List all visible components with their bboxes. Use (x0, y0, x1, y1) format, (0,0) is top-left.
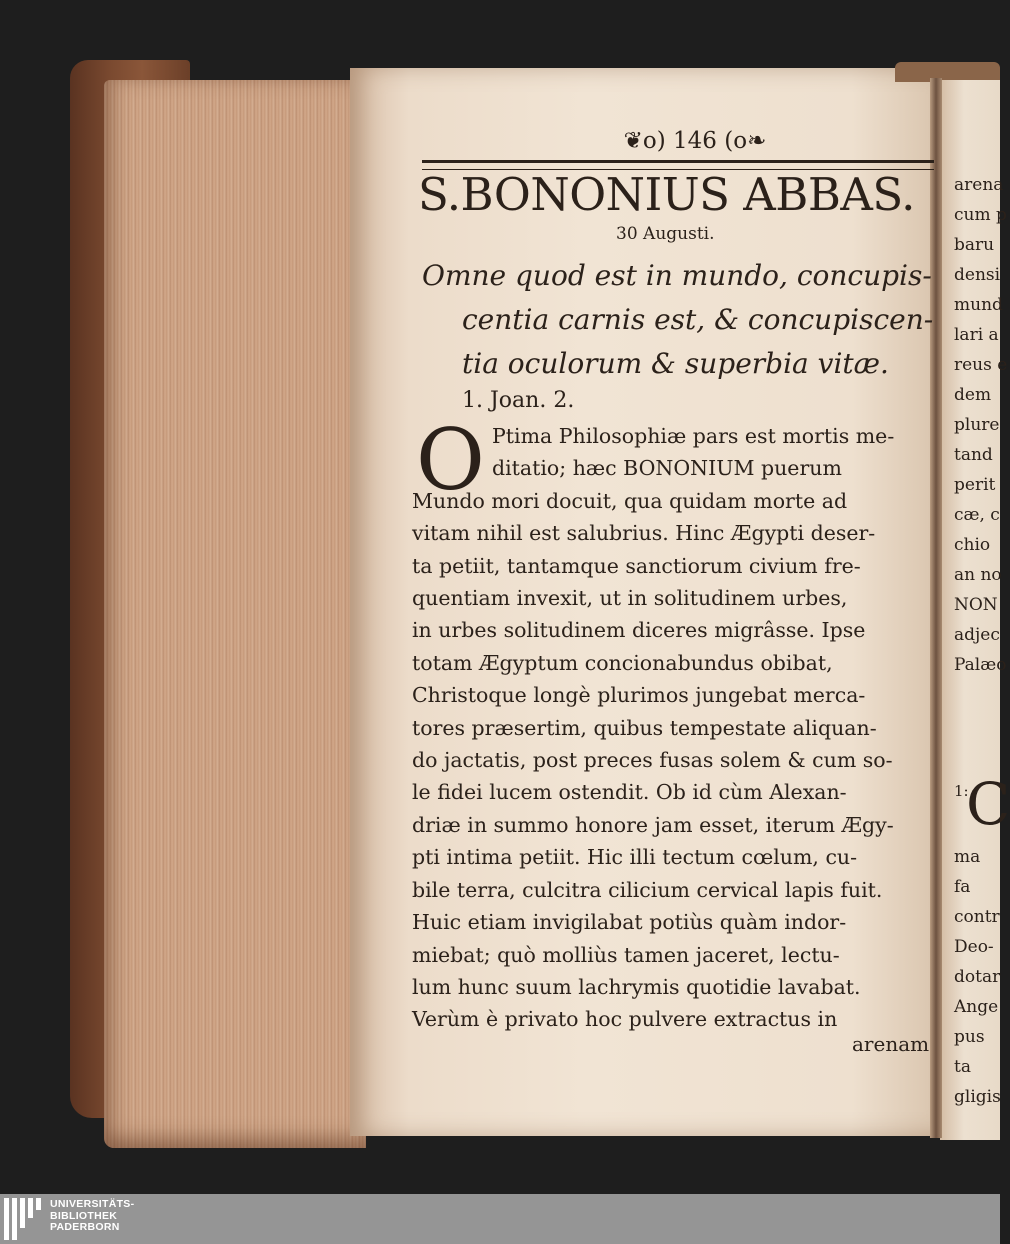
facing-line: Palæo (954, 655, 1007, 675)
body-line: tores præsertim, quibus tempestate aliquan- (412, 715, 877, 740)
footer-bar (0, 1194, 1000, 1244)
facing-line: contr (954, 907, 1000, 927)
facing-line: ma fa (954, 847, 981, 897)
body-line: miebat; quò molliùs tamen jaceret, lectu- (412, 942, 840, 967)
body-text (412, 411, 930, 1036)
logo-line: UNIVERSITÄTS- (50, 1198, 135, 1210)
facing-line: densi (954, 265, 1001, 285)
body-line: quentiam invexit, ut in solitudinem urbes, (412, 586, 848, 611)
library-logo-icon (4, 1198, 42, 1240)
facing-line: arena (954, 175, 1004, 195)
logo-line: PADERBORN (50, 1221, 120, 1233)
library-logo-text (50, 1199, 134, 1234)
facing-line: gligis (954, 1087, 1001, 1107)
facing-line: tand (954, 445, 993, 465)
body-line: Ptima Philosophiæ pars est mortis me- (492, 424, 895, 448)
body-line: ta petiit, tantamque sanctiorum civium fre- (412, 553, 861, 578)
body-line: driæ in summo honore jam esset, iterum Ægy- (412, 812, 894, 837)
body-line: pti intima petiit. Hic illi tectum cœlum, cu- (412, 845, 858, 870)
scripture-reference: 1. Joan. 2. (462, 388, 575, 413)
facing-line: reus e (954, 355, 1008, 375)
page-header: ❦o) 146 (o❧ (623, 128, 767, 154)
body-line: lum hunc suum lachrymis quotidie lavabat. (412, 974, 861, 999)
feast-date: 30 Augusti. (616, 224, 715, 244)
facing-line: perit (954, 475, 996, 495)
facing-line: cæ, c (954, 505, 1000, 525)
facing-line: dem (954, 385, 992, 405)
body-line: do jactatis, post preces fusas solem & cum so- (412, 748, 893, 773)
facing-line: an no (954, 565, 1002, 585)
facing-line: pus ta (954, 1027, 985, 1077)
facing-line: mund (954, 295, 1003, 315)
facing-line: plure (954, 415, 1000, 435)
page-title: S.BONONIUS ABBAS. (418, 168, 915, 221)
facing-line: adjec (954, 625, 1000, 645)
epigraph (422, 254, 934, 386)
facing-drop-cap: C (966, 770, 1010, 838)
body-line: bile terra, culcitra cilicium cervical lapis fuit. (412, 877, 883, 902)
body-line: Verùm è privato hoc pulvere extractus in (412, 1007, 838, 1032)
body-line: vitam nihil est salubrius. Hinc Ægypti deser- (412, 521, 876, 546)
body-line: Huic etiam invigilabat potiùs quàm indor- (412, 910, 847, 935)
facing-page-text (954, 170, 1008, 680)
facing-line: cum p (954, 205, 1007, 225)
drop-cap: O (416, 411, 485, 509)
facing-line: dotar (954, 967, 1001, 987)
facing-line: lari a (954, 325, 999, 345)
epigraph-line: tia oculorum & superbia vitæ. (462, 347, 889, 380)
facing-page-text-lower (954, 842, 1000, 1112)
body-line: le fidei lucem ostendit. Ob id cùm Alexan- (412, 780, 847, 805)
facing-line: NON (954, 595, 998, 615)
epigraph-line: Omne quod est in mundo, concupis- (422, 259, 932, 292)
logo-line: BIBLIOTHEK (50, 1209, 118, 1222)
body-line: Christoque longè plurimos jungebat merca- (412, 683, 866, 708)
catchword: arenam (852, 1032, 930, 1056)
facing-line: baru (954, 235, 995, 255)
facing-dropcap-number: 1: (954, 782, 969, 800)
body-line: Mundo mori docuit, qua quidam morte ad (412, 488, 848, 513)
facing-page-top (895, 62, 1000, 82)
page-edges (104, 80, 366, 1148)
book-gutter (930, 78, 942, 1138)
facing-line: chio (954, 535, 991, 555)
facing-line: Ange (954, 997, 999, 1017)
body-line: ditatio; hæc BONONIUM puerum (492, 456, 842, 481)
facing-line: Deo- (954, 937, 994, 957)
epigraph-line: centia carnis est, & concupiscen- (462, 303, 934, 336)
body-line: in urbes solitudinem diceres migrâsse. Ipse (412, 618, 866, 643)
body-line: totam Ægyptum concionabundus obibat, (412, 650, 833, 675)
